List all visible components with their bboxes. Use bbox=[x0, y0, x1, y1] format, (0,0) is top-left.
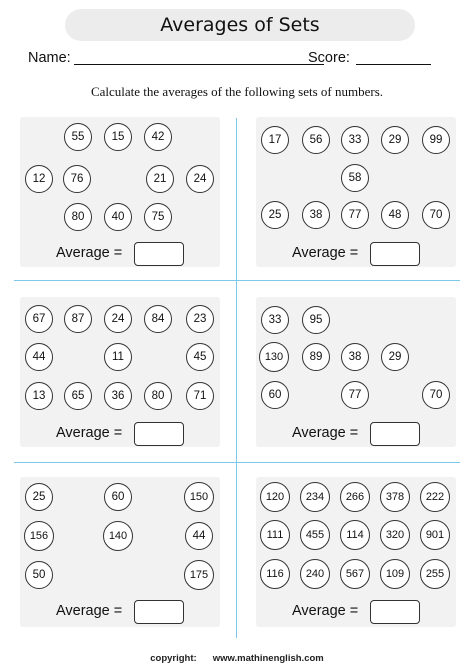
number-circle: 87 bbox=[64, 305, 92, 333]
number-circle: 11 bbox=[104, 343, 132, 371]
average-label: Average = bbox=[292, 425, 359, 441]
number-circle: 109 bbox=[380, 559, 410, 589]
score-field-line bbox=[356, 64, 431, 65]
number-circle: 77 bbox=[341, 201, 369, 229]
number-circle: 120 bbox=[260, 482, 290, 512]
number-circle: 24 bbox=[104, 305, 132, 333]
number-circle: 33 bbox=[341, 126, 369, 154]
horizontal-divider-1 bbox=[14, 280, 460, 281]
worksheet-title: Averages of Sets bbox=[65, 9, 415, 41]
footer bbox=[0, 653, 474, 664]
number-circle: 24 bbox=[186, 165, 214, 193]
number-circle: 111 bbox=[260, 520, 290, 550]
number-circle: 378 bbox=[380, 482, 410, 512]
number-circle: 38 bbox=[341, 343, 369, 371]
number-circle: 116 bbox=[260, 559, 290, 589]
number-circle: 36 bbox=[104, 382, 132, 410]
name-score-row bbox=[28, 50, 448, 70]
number-circle: 114 bbox=[340, 520, 370, 550]
number-circle: 44 bbox=[185, 522, 213, 550]
average-answer-box[interactable] bbox=[370, 600, 420, 624]
number-circle: 67 bbox=[25, 305, 53, 333]
number-circle: 567 bbox=[340, 559, 370, 589]
number-circle: 56 bbox=[302, 126, 330, 154]
average-answer-box[interactable] bbox=[370, 422, 420, 446]
number-circle: 60 bbox=[104, 483, 132, 511]
average-answer-box[interactable] bbox=[134, 242, 184, 266]
number-circle: 234 bbox=[300, 482, 330, 512]
number-circle: 65 bbox=[64, 382, 92, 410]
number-circle: 21 bbox=[146, 165, 174, 193]
number-circle: 70 bbox=[422, 201, 450, 229]
horizontal-divider-2 bbox=[14, 462, 460, 463]
number-circle: 44 bbox=[25, 343, 53, 371]
number-circle: 13 bbox=[25, 382, 53, 410]
number-circle: 222 bbox=[420, 482, 450, 512]
average-answer-box[interactable] bbox=[134, 600, 184, 624]
name-label: Name: bbox=[28, 50, 71, 66]
number-circle: 55 bbox=[64, 123, 92, 151]
number-circle: 71 bbox=[186, 382, 214, 410]
number-circle: 40 bbox=[104, 203, 132, 231]
copyright-label: copyright: bbox=[150, 653, 197, 664]
average-answer-box[interactable] bbox=[134, 422, 184, 446]
number-circle: 12 bbox=[25, 165, 53, 193]
vertical-divider bbox=[236, 118, 237, 638]
number-circle: 455 bbox=[300, 520, 330, 550]
number-circle: 29 bbox=[381, 126, 409, 154]
number-circle: 156 bbox=[24, 521, 54, 551]
number-circle: 58 bbox=[341, 164, 369, 192]
number-circle: 77 bbox=[341, 381, 369, 409]
number-circle: 25 bbox=[261, 201, 289, 229]
number-circle: 95 bbox=[302, 306, 330, 334]
number-circle: 25 bbox=[25, 483, 53, 511]
number-circle: 901 bbox=[420, 520, 450, 550]
number-circle: 15 bbox=[104, 123, 132, 151]
number-circle: 80 bbox=[144, 382, 172, 410]
number-circle: 266 bbox=[340, 482, 370, 512]
name-field-line bbox=[74, 64, 324, 65]
average-label: Average = bbox=[56, 425, 123, 441]
number-circle: 255 bbox=[420, 559, 450, 589]
number-circle: 38 bbox=[302, 201, 330, 229]
average-answer-box[interactable] bbox=[370, 242, 420, 266]
number-circle: 84 bbox=[144, 305, 172, 333]
average-label: Average = bbox=[56, 245, 123, 261]
number-circle: 99 bbox=[422, 126, 450, 154]
number-circle: 175 bbox=[184, 560, 214, 590]
number-circle: 240 bbox=[300, 559, 330, 589]
number-circle: 76 bbox=[63, 165, 91, 193]
average-label: Average = bbox=[292, 245, 359, 261]
number-circle: 140 bbox=[103, 521, 133, 551]
number-circle: 29 bbox=[381, 343, 409, 371]
number-circle: 89 bbox=[302, 343, 330, 371]
instructions: Calculate the averages of the following sets of numbers. bbox=[90, 84, 384, 99]
number-circle: 45 bbox=[186, 343, 214, 371]
score-label: Score: bbox=[308, 50, 350, 66]
number-circle: 42 bbox=[144, 123, 172, 151]
number-circle: 320 bbox=[380, 520, 410, 550]
number-circle: 130 bbox=[259, 342, 289, 372]
number-circle: 70 bbox=[422, 381, 450, 409]
number-circle: 23 bbox=[186, 305, 214, 333]
number-circle: 75 bbox=[144, 203, 172, 231]
average-label: Average = bbox=[292, 603, 359, 619]
number-circle: 48 bbox=[381, 201, 409, 229]
site-url: www.mathinenglish.com bbox=[212, 653, 324, 664]
number-circle: 60 bbox=[261, 381, 289, 409]
number-circle: 17 bbox=[261, 126, 289, 154]
number-circle: 50 bbox=[25, 561, 53, 589]
number-circle: 150 bbox=[184, 482, 214, 512]
number-circle: 80 bbox=[64, 203, 92, 231]
number-circle: 33 bbox=[261, 306, 289, 334]
average-label: Average = bbox=[56, 603, 123, 619]
